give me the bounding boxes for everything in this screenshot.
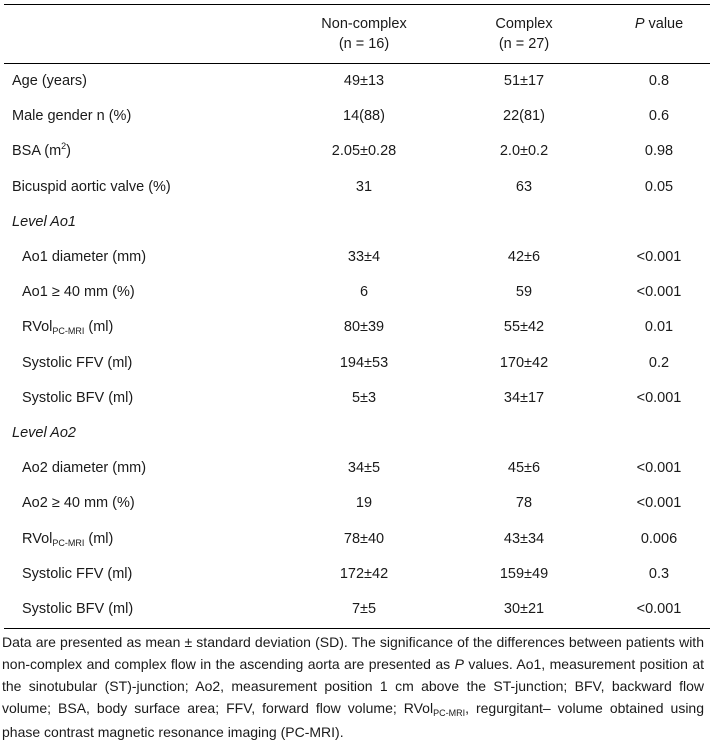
row-label: Male gender n (%): [12, 108, 132, 125]
col-header-p-italic: P: [634, 16, 645, 32]
table-row: [4, 99, 710, 134]
row-label-end: (ml): [84, 319, 114, 336]
value-p: <0.001: [636, 495, 682, 512]
value-p: 0.05: [644, 178, 674, 195]
value-noncomplex: 7±5: [351, 601, 377, 617]
value-p: <0.001: [636, 389, 682, 406]
value-p: 0.006: [640, 530, 678, 547]
col-header-complex-label: Complex: [495, 16, 553, 32]
value-noncomplex: 14(88): [343, 108, 385, 125]
value-complex: 34±17: [503, 389, 545, 406]
value-noncomplex: 19: [355, 495, 373, 512]
value-noncomplex: 80±39: [343, 319, 385, 336]
row-label: Systolic BFV (ml): [22, 601, 134, 617]
footnote-text-1: Data are presented as mean ± standard deviation (SD). The significance of the differences between patients with non-complex and complex flow in the ascending aorta are presented as: [2, 634, 704, 672]
footnote-sub: PC-MRI: [433, 708, 466, 718]
table-row: [4, 134, 710, 169]
top-rule: [4, 4, 710, 5]
table-row: [4, 275, 710, 310]
footnote-text-3: , regurgitant– volume obtained using phase contrast magnetic resonance imaging (PC-MRI).: [2, 700, 705, 740]
table-row: [4, 486, 710, 521]
row-label-sup: 2: [61, 141, 67, 152]
row-label: Systolic BFV (ml): [22, 389, 134, 406]
footnote-p-italic: P: [454, 656, 464, 672]
table-row: [4, 240, 710, 275]
table-row: [4, 310, 710, 345]
value-complex: 43±34: [503, 530, 545, 547]
row-label: [22, 319, 113, 335]
value-complex: 2.0±0.2: [499, 143, 549, 160]
table-row: [4, 592, 710, 627]
row-label-sub: PC-MRI: [52, 326, 85, 337]
row-label: Systolic FFV (ml): [22, 354, 133, 371]
value-noncomplex: 33±4: [347, 249, 381, 265]
section-label: Level Ao1: [12, 213, 76, 230]
row-label: Age (years): [12, 73, 87, 89]
value-noncomplex: 34±5: [347, 460, 381, 477]
col-header-p-rest: value: [644, 16, 684, 32]
row-label: [22, 531, 113, 547]
value-complex: 78: [515, 495, 533, 512]
table-row: [4, 381, 710, 416]
row-label-main: RVol: [22, 530, 53, 547]
value-noncomplex: 194±53: [339, 354, 389, 371]
value-p: 0.01: [644, 319, 674, 336]
value-complex: 159±49: [499, 565, 549, 582]
row-label-end: (ml): [84, 530, 114, 547]
table-row: [4, 170, 710, 205]
value-noncomplex: 31: [355, 178, 373, 195]
row-label: Ao1 diameter (mm): [22, 249, 147, 265]
value-p: 0.8: [648, 73, 670, 89]
col-header-noncomplex: [304, 14, 424, 54]
value-noncomplex: 2.05±0.28: [331, 143, 397, 160]
value-complex: 22(81): [503, 108, 545, 125]
value-noncomplex: 5±3: [351, 389, 377, 406]
value-p: 0.6: [648, 108, 670, 125]
value-p: <0.001: [636, 249, 682, 265]
col-header-complex-n: (n = 27): [498, 36, 550, 52]
row-label: Systolic FFV (ml): [22, 565, 133, 582]
section-row: [4, 205, 710, 240]
row-label-end: ): [66, 143, 72, 160]
value-noncomplex: 172±42: [339, 565, 389, 582]
value-p: 0.3: [648, 565, 670, 582]
value-p: 0.98: [644, 143, 674, 160]
table-row: [4, 557, 710, 592]
value-complex: 55±42: [503, 319, 545, 336]
value-p: 0.2: [648, 354, 670, 371]
col-header-complex: [464, 14, 584, 54]
table-row: [4, 451, 710, 486]
section-label: Level Ao2: [12, 425, 76, 441]
value-noncomplex: 49±13: [343, 73, 385, 89]
value-complex: 59: [515, 284, 533, 301]
row-label: Ao2 diameter (mm): [22, 460, 147, 477]
section-row: [4, 416, 710, 451]
row-label: [12, 143, 71, 159]
table-row: [4, 346, 710, 381]
row-label-sub: PC-MRI: [52, 537, 85, 548]
value-p: <0.001: [636, 601, 682, 617]
value-complex: 170±42: [499, 354, 549, 371]
footnote: [2, 631, 704, 743]
value-p: <0.001: [636, 460, 682, 477]
footnote-text-2: values. Ao1, measurement position at the sinotubular (ST)-junction; Ao2, measurement position 1 cm above the ST-junction; BFV, backward flow volume; BSA, body surface area; FFV, forward flow volume; RVol: [2, 656, 704, 716]
col-header-noncomplex-label: Non-complex: [321, 16, 407, 32]
row-label: Bicuspid aortic valve (%): [12, 178, 171, 195]
value-complex: 45±6: [507, 460, 541, 477]
value-complex: 30±21: [503, 601, 545, 617]
value-noncomplex: 6: [359, 284, 369, 301]
value-complex: 42±6: [507, 249, 541, 265]
row-label-main: RVol: [22, 319, 53, 336]
table-row: [4, 64, 710, 99]
value-noncomplex: 78±40: [343, 530, 385, 547]
row-label: Ao2 ≥ 40 mm (%): [22, 495, 135, 512]
value-complex: 63: [515, 178, 533, 195]
table-row: [4, 522, 710, 557]
col-header-pvalue: [599, 14, 714, 34]
bottom-rule: [4, 628, 710, 629]
value-complex: 51±17: [503, 73, 545, 89]
row-label: Ao1 ≥ 40 mm (%): [22, 284, 135, 301]
row-label-main: BSA (m: [12, 143, 62, 160]
col-header-noncomplex-n: (n = 16): [338, 36, 390, 52]
value-p: <0.001: [636, 284, 682, 301]
